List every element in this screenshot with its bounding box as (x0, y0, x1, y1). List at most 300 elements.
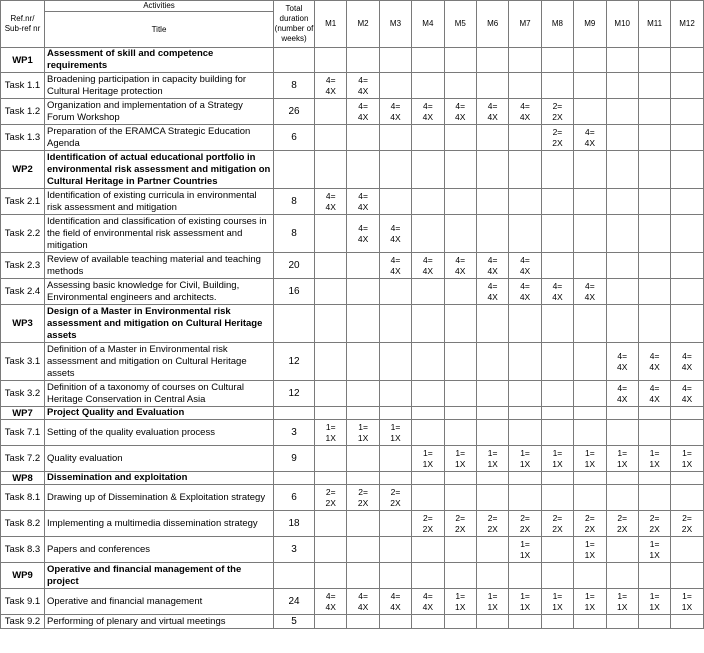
table-body (1, 48, 704, 629)
task-row (1, 189, 704, 215)
month-cell (476, 472, 508, 485)
task-row (1, 589, 704, 615)
month-cell (444, 125, 476, 151)
month-cell (541, 511, 573, 537)
month-cell (347, 537, 379, 563)
effort-multiplier: 4X (455, 265, 466, 276)
month-header: M3 (379, 1, 411, 48)
month-cell (606, 343, 638, 381)
month-header: M12 (671, 1, 703, 48)
month-cell (444, 215, 476, 253)
month-cell (606, 615, 638, 629)
effort-value: 4= (325, 590, 336, 601)
month-cell (444, 381, 476, 407)
month-cell (379, 215, 411, 253)
month-cell (379, 189, 411, 215)
work-package-row (1, 48, 704, 73)
effort-value: 2= (584, 512, 595, 523)
effort-value: 4= (390, 100, 401, 111)
month-cell (671, 472, 703, 485)
month-cell (476, 99, 508, 125)
effort-multiplier: 4X (357, 111, 369, 122)
effort-value: 2= (617, 512, 628, 523)
month-cell (638, 446, 670, 472)
month-cell (574, 305, 606, 343)
effort-multiplier: 1X (422, 458, 434, 469)
month-cell (315, 511, 347, 537)
month-cell (315, 563, 347, 589)
effort-multiplier: 1X (584, 549, 596, 560)
month-cell (638, 279, 670, 305)
month-cell (476, 537, 508, 563)
month-cell (671, 407, 703, 420)
effort-value: 1= (617, 590, 628, 601)
effort-multiplier: 4X (487, 291, 498, 302)
month-cell (315, 48, 347, 73)
month-cell (671, 381, 703, 407)
duration-cell: 6 (274, 125, 315, 151)
effort-multiplier: 4X (357, 601, 369, 612)
month-cell (509, 125, 541, 151)
month-cell (444, 511, 476, 537)
effort-multiplier: 1X (649, 458, 660, 469)
month-cell (347, 511, 379, 537)
task-row (1, 381, 704, 407)
month-cell (509, 48, 541, 73)
month-cell (379, 446, 411, 472)
month-cell (476, 381, 508, 407)
month-cell (671, 446, 703, 472)
duration-cell (274, 151, 315, 189)
month-cell (509, 472, 541, 485)
month-cell (476, 189, 508, 215)
month-cell (574, 537, 606, 563)
work-package-row (1, 563, 704, 589)
month-cell (671, 420, 703, 446)
ref-cell: Task 8.3 (1, 537, 45, 563)
month-cell (606, 407, 638, 420)
effort-multiplier: 1X (487, 601, 498, 612)
effort-multiplier: 1X (487, 458, 498, 469)
title-cell: Performing of plenary and virtual meetings (45, 615, 274, 629)
month-cell (671, 99, 703, 125)
month-cell (379, 589, 411, 615)
effort-value: 1= (520, 447, 530, 458)
month-cell (509, 381, 541, 407)
effort-value: 2= (682, 512, 692, 523)
month-cell (476, 407, 508, 420)
month-cell (379, 511, 411, 537)
effort-multiplier: 1X (519, 458, 531, 469)
duration-cell (274, 48, 315, 73)
month-header: M6 (476, 1, 508, 48)
month-cell (671, 215, 703, 253)
effort-value: 4= (423, 100, 433, 111)
month-cell (574, 511, 606, 537)
effort-multiplier: 4X (422, 601, 434, 612)
month-cell (444, 279, 476, 305)
month-cell (476, 343, 508, 381)
month-cell (606, 99, 638, 125)
effort-multiplier: 4X (649, 361, 660, 372)
title-cell: Preparation of the ERAMCA Strategic Education Agenda (45, 125, 274, 151)
month-cell (315, 305, 347, 343)
month-cell (509, 151, 541, 189)
effort-multiplier: 2X (584, 523, 596, 534)
month-cell (541, 151, 573, 189)
month-cell (541, 615, 573, 629)
month-cell (574, 151, 606, 189)
month-cell (379, 485, 411, 511)
month-cell (509, 189, 541, 215)
month-cell (347, 446, 379, 472)
ref-cell: Task 3.2 (1, 381, 45, 407)
effort-multiplier: 1X (552, 458, 563, 469)
effort-value: 4= (423, 254, 433, 265)
month-cell (574, 446, 606, 472)
effort-value: 1= (325, 421, 336, 432)
month-cell (315, 151, 347, 189)
effort-multiplier: 4X (325, 201, 336, 212)
effort-value: 4= (552, 280, 563, 291)
month-cell (574, 99, 606, 125)
month-cell (412, 511, 444, 537)
month-cell (574, 279, 606, 305)
effort-multiplier: 4X (681, 361, 693, 372)
month-cell (347, 99, 379, 125)
title-cell: Identification of existing curricula in environmental risk assessment and mitigation (45, 189, 274, 215)
month-cell (412, 407, 444, 420)
month-cell (412, 253, 444, 279)
duration-cell: 8 (274, 215, 315, 253)
month-cell (606, 537, 638, 563)
duration-cell: 12 (274, 343, 315, 381)
month-cell (671, 125, 703, 151)
ref-cell: Task 3.1 (1, 343, 45, 381)
title-cell: Organization and implementation of a Strategy Forum Workshop (45, 99, 274, 125)
duration-cell (274, 563, 315, 589)
month-cell (444, 48, 476, 73)
ref-cell: Task 2.3 (1, 253, 45, 279)
task-row (1, 253, 704, 279)
month-cell (412, 48, 444, 73)
month-cell (606, 48, 638, 73)
month-cell (574, 253, 606, 279)
ref-cell: Task 7.2 (1, 446, 45, 472)
title-cell: Review of available teaching material and teaching methods (45, 253, 274, 279)
effort-value: 2= (649, 512, 660, 523)
month-cell (541, 215, 573, 253)
effort-multiplier: 4X (519, 111, 531, 122)
month-cell (315, 589, 347, 615)
month-cell (379, 615, 411, 629)
month-cell (379, 99, 411, 125)
month-cell (444, 151, 476, 189)
month-cell (315, 343, 347, 381)
month-cell (412, 343, 444, 381)
month-cell (606, 589, 638, 615)
effort-multiplier: 4X (584, 291, 596, 302)
month-cell (574, 125, 606, 151)
duration-cell: 3 (274, 537, 315, 563)
work-package-row (1, 305, 704, 343)
month-cell (347, 253, 379, 279)
month-cell (671, 615, 703, 629)
duration-cell: 18 (274, 511, 315, 537)
effort-value: 4= (520, 280, 530, 291)
month-cell (541, 446, 573, 472)
month-cell (671, 485, 703, 511)
effort-value: 1= (390, 421, 401, 432)
month-cell (574, 215, 606, 253)
month-cell (412, 446, 444, 472)
duration-cell: 8 (274, 189, 315, 215)
month-cell (476, 151, 508, 189)
month-cell (347, 381, 379, 407)
effort-multiplier: 4X (519, 265, 531, 276)
month-cell (476, 589, 508, 615)
title-cell: Implementing a multimedia dissemination strategy (45, 511, 274, 537)
task-row (1, 446, 704, 472)
duration-cell: 3 (274, 420, 315, 446)
effort-multiplier: 4X (649, 393, 660, 404)
effort-value: 2= (390, 486, 401, 497)
month-cell (412, 279, 444, 305)
month-cell (315, 472, 347, 485)
effort-value: 4= (455, 100, 466, 111)
month-cell (347, 215, 379, 253)
month-cell (315, 189, 347, 215)
month-cell (606, 381, 638, 407)
month-cell (412, 615, 444, 629)
activities-header: Activities (45, 1, 274, 12)
effort-multiplier: 4X (390, 111, 401, 122)
effort-multiplier: 2X (681, 523, 693, 534)
effort-value: 4= (390, 222, 401, 233)
month-cell (638, 615, 670, 629)
effort-value: 2= (552, 100, 563, 111)
month-cell (379, 253, 411, 279)
effort-value: 1= (358, 421, 368, 432)
month-header: M10 (606, 1, 638, 48)
month-cell (444, 615, 476, 629)
month-cell (444, 305, 476, 343)
month-cell (315, 73, 347, 99)
effort-value: 4= (325, 74, 336, 85)
task-row (1, 485, 704, 511)
duration-cell: 5 (274, 615, 315, 629)
ref-column-header: Ref.nr/ Sub-ref nr (1, 1, 45, 48)
effort-value: 1= (552, 447, 563, 458)
month-cell (412, 189, 444, 215)
title-cell: Definition of a Master in Environmental risk assessment and mitigation on Cultural Heritage assets (45, 343, 274, 381)
month-cell (476, 48, 508, 73)
task-row (1, 343, 704, 381)
ref-cell: WP3 (1, 305, 45, 343)
month-cell (412, 151, 444, 189)
month-cell (606, 563, 638, 589)
effort-value: 1= (520, 590, 530, 601)
effort-value: 4= (682, 382, 692, 393)
month-cell (671, 151, 703, 189)
title-cell: Identification and classification of existing courses in the field of environmental risk assessment and mitigation (45, 215, 274, 253)
month-cell (509, 215, 541, 253)
effort-multiplier: 2X (552, 137, 563, 148)
month-cell (476, 305, 508, 343)
task-row (1, 511, 704, 537)
month-cell (638, 99, 670, 125)
month-cell (444, 420, 476, 446)
effort-multiplier: 2X (390, 497, 401, 508)
month-cell (574, 189, 606, 215)
month-cell (638, 305, 670, 343)
effort-value: 2= (325, 486, 336, 497)
effort-multiplier: 1X (649, 601, 660, 612)
duration-cell: 12 (274, 381, 315, 407)
ref-cell: WP2 (1, 151, 45, 189)
month-header: M4 (412, 1, 444, 48)
effort-value: 4= (520, 254, 530, 265)
effort-multiplier: 2X (617, 523, 628, 534)
month-cell (476, 446, 508, 472)
effort-multiplier: 1X (390, 432, 401, 443)
effort-value: 4= (487, 280, 498, 291)
effort-value: 4= (358, 74, 368, 85)
month-cell (476, 485, 508, 511)
title-cell: Operative and financial management (45, 589, 274, 615)
month-cell (541, 73, 573, 99)
month-cell (444, 253, 476, 279)
month-cell (541, 343, 573, 381)
effort-multiplier: 2X (519, 523, 531, 534)
month-cell (541, 189, 573, 215)
effort-multiplier: 4X (487, 265, 498, 276)
task-row (1, 615, 704, 629)
month-cell (315, 99, 347, 125)
month-cell (574, 563, 606, 589)
month-cell (541, 279, 573, 305)
ref-cell: Task 2.2 (1, 215, 45, 253)
ref-cell: Task 1.2 (1, 99, 45, 125)
effort-value: 1= (584, 590, 595, 601)
month-cell (606, 305, 638, 343)
month-cell (476, 73, 508, 99)
month-cell (379, 472, 411, 485)
month-cell (347, 125, 379, 151)
effort-multiplier: 4X (422, 265, 434, 276)
work-package-row (1, 407, 704, 420)
month-cell (541, 420, 573, 446)
effort-value: 4= (617, 350, 628, 361)
duration-cell: 8 (274, 73, 315, 99)
month-cell (606, 472, 638, 485)
effort-value: 1= (487, 590, 498, 601)
ref-cell: WP8 (1, 472, 45, 485)
month-cell (315, 485, 347, 511)
month-header: M8 (541, 1, 573, 48)
month-cell (671, 189, 703, 215)
month-cell (541, 125, 573, 151)
month-cell (606, 511, 638, 537)
month-cell (315, 279, 347, 305)
month-cell (412, 472, 444, 485)
title-cell: Design of a Master in Environmental risk assessment and mitigation on Cultural Heritage assets (45, 305, 274, 343)
month-cell (347, 73, 379, 99)
month-cell (638, 48, 670, 73)
task-row (1, 537, 704, 563)
month-cell (671, 537, 703, 563)
month-cell (379, 537, 411, 563)
month-cell (638, 485, 670, 511)
month-cell (509, 99, 541, 125)
month-cell (476, 279, 508, 305)
month-cell (347, 420, 379, 446)
effort-multiplier: 1X (455, 601, 466, 612)
duration-cell: 16 (274, 279, 315, 305)
month-cell (412, 381, 444, 407)
month-cell (379, 407, 411, 420)
month-cell (412, 537, 444, 563)
month-cell (412, 563, 444, 589)
effort-value: 1= (584, 538, 595, 549)
month-cell (606, 215, 638, 253)
month-cell (509, 563, 541, 589)
month-cell (671, 511, 703, 537)
month-cell (379, 73, 411, 99)
month-cell (671, 48, 703, 73)
month-cell (574, 381, 606, 407)
month-cell (315, 253, 347, 279)
month-cell (638, 343, 670, 381)
month-header: M2 (347, 1, 379, 48)
month-cell (541, 48, 573, 73)
month-cell (638, 537, 670, 563)
month-cell (638, 381, 670, 407)
month-cell (509, 73, 541, 99)
effort-multiplier: 1X (519, 549, 531, 560)
month-cell (574, 73, 606, 99)
duration-cell: 6 (274, 485, 315, 511)
effort-multiplier: 2X (487, 523, 498, 534)
month-cell (638, 189, 670, 215)
month-cell (347, 615, 379, 629)
month-cell (315, 407, 347, 420)
title-cell: Dissemination and exploitation (45, 472, 274, 485)
month-cell (412, 99, 444, 125)
month-cell (509, 253, 541, 279)
month-cell (671, 563, 703, 589)
month-header: M11 (638, 1, 670, 48)
month-cell (606, 446, 638, 472)
effort-multiplier: 1X (325, 432, 336, 443)
title-cell: Operative and financial management of the project (45, 563, 274, 589)
month-cell (638, 511, 670, 537)
month-cell (574, 407, 606, 420)
month-cell (606, 485, 638, 511)
effort-value: 1= (520, 538, 530, 549)
month-cell (509, 537, 541, 563)
title-cell: Assessment of skill and competence requirements (45, 48, 274, 73)
effort-multiplier: 4X (422, 111, 434, 122)
month-cell (444, 73, 476, 99)
ref-cell: Task 1.1 (1, 73, 45, 99)
effort-value: 4= (358, 222, 368, 233)
effort-value: 1= (682, 590, 692, 601)
ref-cell: WP7 (1, 407, 45, 420)
month-cell (347, 472, 379, 485)
month-cell (347, 407, 379, 420)
month-cell (671, 73, 703, 99)
